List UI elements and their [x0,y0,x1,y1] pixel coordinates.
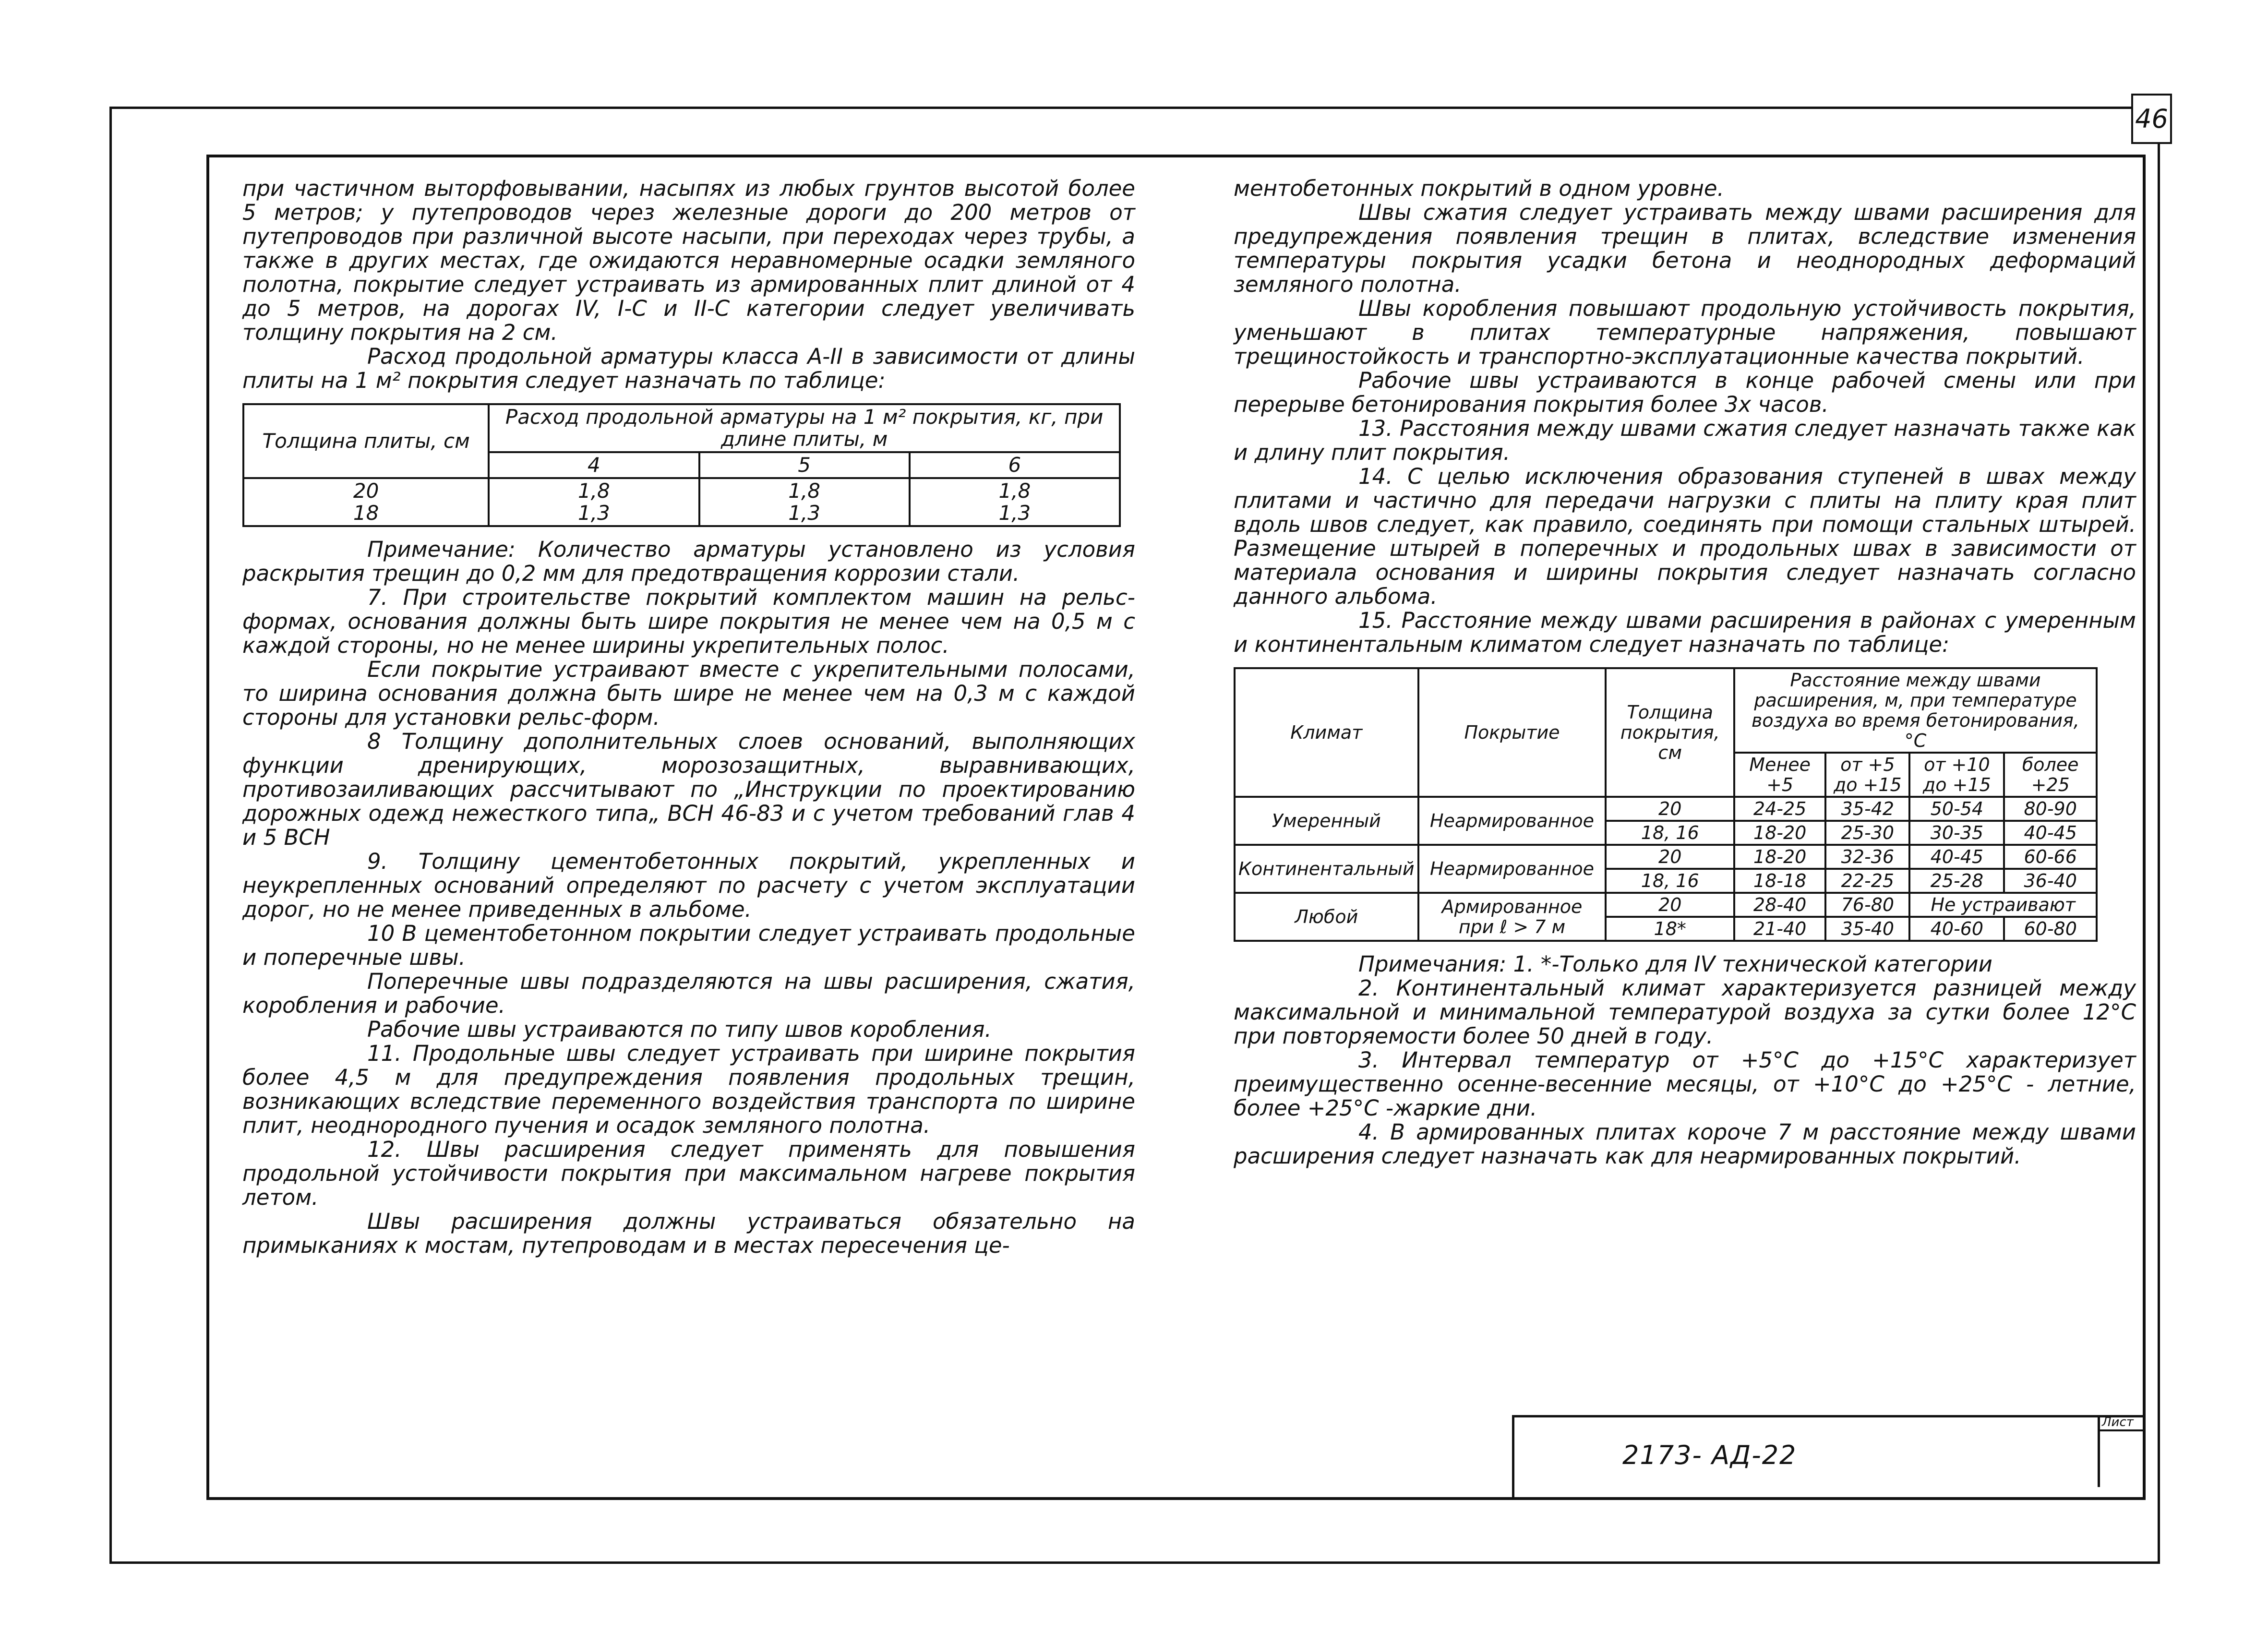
note: 4. В армированных плитах короче 7 м расстояние между швами расширения следует назначать как для неармированных покрытий. [1234,1119,2136,1169]
cell-value: 1,3 [577,501,610,525]
table-cell: 30-35 [1909,821,2004,845]
cell-value: 1,8 [788,479,821,503]
sheet-number: 46 [2131,94,2172,144]
table-header: 6 [910,452,1120,478]
table-cell [243,478,489,526]
table-cell: Неармированное [1418,845,1606,893]
table-cell: 22-25 [1825,869,1909,893]
cell-value: 1,8 [998,479,1031,503]
table-cell: 36-40 [2004,869,2097,893]
list-box [2098,1415,2146,1487]
note: Примечания: 1. *-Только для IV технической категории [1358,951,1992,977]
cell-value: 18 [353,501,379,525]
table-cell: 20 [1606,845,1734,869]
table-header: Расход продольной арматуры на 1 м² покрытия, кг, при длине плиты, м [489,404,1120,452]
table-cell: 24-25 [1734,797,1825,821]
table-cell: 35-42 [1825,797,1909,821]
table-cell: 80-90 [2004,797,2097,821]
paragraph: Поперечные швы подразделяются на швы расширения, сжатия, коробления и рабочие. [242,969,1135,1018]
paragraph: 12. Швы расширения следует применять для повышения продольной устойчивости покрытия при максимальном нагреве покрытия летом. [242,1137,1135,1210]
table-cell: 50-54 [1909,797,2004,821]
title-block [1512,1415,2146,1500]
table-cell: 40-45 [1909,845,2004,869]
paragraph: ментобетонных покрытий в одном уровне. [1234,176,1724,201]
table-cell: 18-20 [1734,845,1825,869]
table-cell: Умеренный [1235,797,1418,845]
paragraph: Если покрытие устраивают вместе с укрепительными полосами, то ширина основания должна быть шире не менее чем на 0,3 м с каждой стороны для установки рельс-форм. [242,657,1135,730]
list-label: Лист [2100,1415,2146,1431]
paragraph: Швы сжатия следует устраивать между швами расширения для предупреждения появления трещин в плитах, вследствие изменения температуры покрытия усадки бетона и неоднородных деформаций земляного полотна. [1234,200,2136,297]
table-cell: 18, 16 [1606,821,1734,845]
table-header: Покрытие [1418,668,1606,797]
table-cell: 60-66 [2004,845,2097,869]
table-header: более +25 [2004,753,2097,797]
table-cell [699,478,910,526]
paragraph: 15. Расстояние между швами расширения в районах с умеренным и континентальным климатом следует назначать по таблице: [1234,608,2136,657]
note: Примечание: Количество арматуры установлено из условия раскрытия трещин до 0,2 мм для предотвращения коррозии стали. [242,537,1135,586]
table-cell: 18-18 [1734,869,1825,893]
table-header: Толщина покрытия, см [1606,668,1734,797]
cell-value: 1,8 [577,479,610,503]
table-header: Расстояние между швами расширения, м, при температуре воздуха во время бетонирования, °С [1734,668,2097,753]
table-cell: 20 [1606,797,1734,821]
cell-value: 1,3 [998,501,1031,525]
table-row [243,478,1120,526]
table-cell: Любой [1235,893,1418,941]
paragraph: Рабочие швы устраиваются по типу швов коробления. [367,1017,992,1042]
table-header: от +5 до +15 [1825,753,1909,797]
table-cell: 32-36 [1825,845,1909,869]
left-column [242,177,1135,1258]
paragraph: Расход продольной арматуры класса А-II в зависимости от длины плиты на 1 м² покрытия следует назначать по таблице: [242,344,1135,393]
table-header: Климат [1235,668,1418,797]
table-cell [910,478,1120,526]
drawing-code: 2173- АД-22 [1622,1440,1797,1470]
expansion-joint-table [1234,667,2098,942]
table-row [1235,893,2097,917]
table-cell: Неармированное [1418,797,1606,845]
table-cell [489,478,699,526]
cell-value: 20 [353,479,379,503]
table-cell: 40-45 [2004,821,2097,845]
table-cell: 60-80 [2004,917,2097,941]
table-row [1235,797,2097,821]
paragraph: Швы коробления повышают продольную устойчивость покрытия, уменьшают в плитах температурные напряжения, повышают трещиностойкость и транспортно-эксплуатационные качества покрытий. [1234,296,2136,369]
note: 2. Континентальный климат характеризуется разницей между максимальной и минимальной температурой воздуха за сутки более 12°С при повторяемости более 50 дней в году. [1234,975,2136,1049]
table-cell: 20 [1606,893,1734,917]
paragraph: 10 В цементобетонном покрытии следует устраивать продольные и поперечные швы. [242,921,1135,970]
paragraph: 11. Продольные швы следует устраивать при ширине покрытия более 4,5 м для предупреждения появления продольных трещин, возникающих вследствие переменного воздействия транспорта по ширине плит, неоднородного пучения и осадок земляного полотна. [242,1041,1135,1138]
rebar-table [242,403,1121,527]
paragraph: Рабочие швы устраиваются в конце рабочей смены или при перерыве бетонирования покрытия более 3х часов. [1234,368,2136,417]
table-row [1235,845,2097,869]
paragraph: 13. Расстояния между швами сжатия следует назначать также как и длину плит покрытия. [1234,416,2136,465]
paragraph: 7. При строительстве покрытий комплектом машин на рельс-формах, основания должны быть шире покрытия не менее чем на 0,5 м с каждой стороны, но не менее ширины укрепительных полос. [242,585,1135,658]
table-cell: Армированное при ℓ > 7 м [1418,893,1606,941]
right-column [1234,177,2136,1168]
paragraph: Швы расширения должны устраиваться обязательно на примыканиях к мостам, путепроводам и в местах пересечения це- [242,1209,1135,1258]
table-cell: 21-40 [1734,917,1825,941]
table-header: от +10 до +15 [1909,753,2004,797]
table-header: 4 [489,452,699,478]
table-header: 5 [699,452,910,478]
note: 3. Интервал температур от +5°С до +15°С характеризует преимущественно осенне-весенние месяцы, от +10°С до +25°С - летние, более +25°С -жаркие дни. [1234,1047,2136,1121]
table-cell: 35-40 [1825,917,1909,941]
table-header: Толщина плиты, см [243,404,489,478]
table-cell: Не устраивают [1909,893,2097,917]
table-cell: 18-20 [1734,821,1825,845]
table-header: Менее +5 [1734,753,1825,797]
table-cell: 40-60 [1909,917,2004,941]
paragraph: 14. С целью исключения образования ступеней в швах между плитами и частично для передачи нагрузки с плиты на плиту края плит вдоль швов следует, как правило, соединять при помощи стальных штырей. Размещение штырей в поперечных и продольных швах в зависимости от материала основания и ширины покрытия следует назначать согласно данного альбома. [1234,464,2136,609]
table-cell: Континентальный [1235,845,1418,893]
table-cell: 25-30 [1825,821,1909,845]
cell-value: 1,3 [788,501,821,525]
paragraph: при частичном выторфовывании, насыпях из любых грунтов высотой более 5 метров; у путепроводов через железные дороги до 200 метров от путепроводов при различной высоте насыпи, при переходах через трубы, а также в других местах, где ожидаются неравномерные осадки земляного полотна, покрытие следует устраивать из армированных плит длиной от 4 до 5 метров, на дорогах IV, I-С и II-С категории следует увеличивать толщину покрытия на 2 см. [242,176,1135,345]
paragraph: 8 Толщину дополнительных слоев оснований, выполняющих функции дренирующих, морозозащитных, выравнивающих, противозаиливающих рассчитывают по „Инструкции по проектированию дорожных одежд нежесткого типа„ ВСН 46-83 и с учетом требований глав 4 и 5 ВСН [242,729,1135,850]
table-cell: 25-28 [1909,869,2004,893]
table-cell: 28-40 [1734,893,1825,917]
table-cell: 18, 16 [1606,869,1734,893]
notes [1234,952,2136,1168]
table-cell: 76-80 [1825,893,1909,917]
paragraph: 9. Толщину цементобетонных покрытий, укрепленных и неукрепленных оснований определяют по расчету с учетом эксплуатации дорог, но не менее приведенных в альбоме. [242,849,1135,922]
table-cell: 18* [1606,917,1734,941]
